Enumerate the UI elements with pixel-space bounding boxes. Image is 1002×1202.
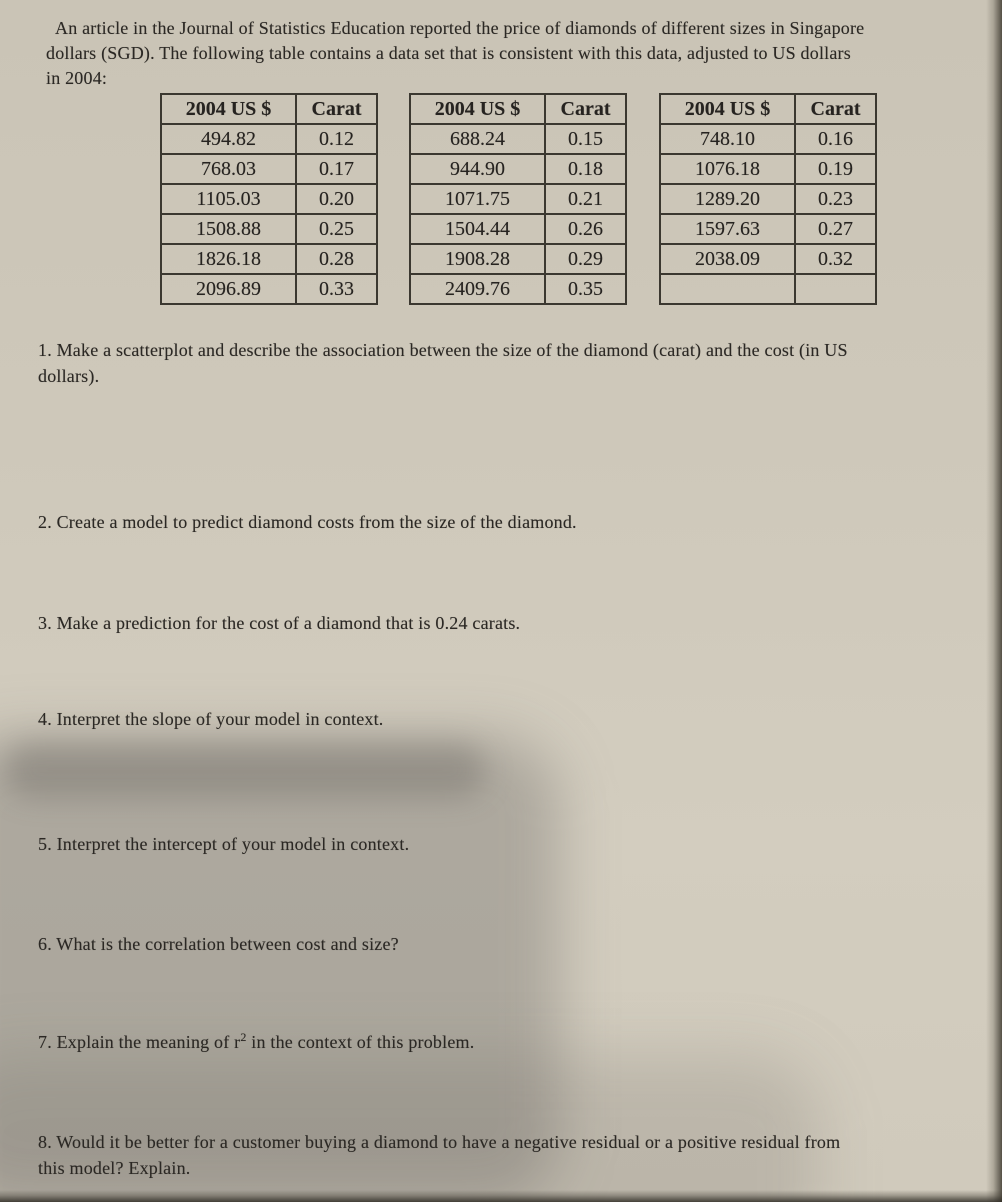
intro-line: dollars (SGD). The following table contains a data set that is consistent with this data, adjusted to US dollars <box>46 43 851 63</box>
table-row <box>660 124 876 154</box>
table-cell: 0.20 <box>296 184 377 214</box>
table-row <box>161 244 377 274</box>
table-cell: 944.90 <box>410 154 545 184</box>
question-text: 2. Create a model to predict diamond costs from the size of the diamond. <box>38 512 577 532</box>
table-header-row <box>660 94 876 124</box>
table-row <box>660 154 876 184</box>
table-header-cell: 2004 US $ <box>410 94 545 124</box>
table-header-cell: Carat <box>545 94 626 124</box>
table-cell: 1504.44 <box>410 214 545 244</box>
question-6 <box>38 931 988 957</box>
table-row <box>161 214 377 244</box>
question-3 <box>38 610 988 636</box>
question-text: 4. Interpret the slope of your model in context. <box>38 709 384 729</box>
table-cell: 1597.63 <box>660 214 795 244</box>
table-cell: 0.32 <box>795 244 876 274</box>
diamond-price-table-1 <box>160 93 378 305</box>
photo-shadow-dark-band <box>5 742 485 797</box>
table-row <box>660 244 876 274</box>
question-1 <box>38 337 988 389</box>
table-cell: 2409.76 <box>410 274 545 304</box>
diamond-price-table-2 <box>409 93 627 305</box>
table-cell: 768.03 <box>161 154 296 184</box>
table-cell: 1071.75 <box>410 184 545 214</box>
question-text: this model? Explain. <box>38 1158 191 1178</box>
table-header-row <box>410 94 626 124</box>
intro-line: An article in the Journal of Statistics Education reported the price of diamonds of different sizes in Singapore <box>55 18 865 38</box>
table-cell: 2038.09 <box>660 244 795 274</box>
question-5 <box>38 831 988 857</box>
photo-bottom-edge <box>0 1190 1002 1202</box>
table-row <box>161 124 377 154</box>
table-cell: 0.28 <box>296 244 377 274</box>
table-row <box>410 214 626 244</box>
table-cell: 1826.18 <box>161 244 296 274</box>
photo-right-edge <box>986 0 1002 1202</box>
intro-paragraph <box>46 16 992 91</box>
table-header-cell: Carat <box>795 94 876 124</box>
r-squared-superscript: 2 <box>240 1030 247 1044</box>
table-row <box>161 274 377 304</box>
table-cell <box>660 274 795 304</box>
question-text: dollars). <box>38 366 100 386</box>
table-row <box>410 184 626 214</box>
table-cell: 688.24 <box>410 124 545 154</box>
question-4 <box>38 706 988 732</box>
table-row <box>161 184 377 214</box>
table-cell: 0.12 <box>296 124 377 154</box>
table-cell: 0.21 <box>545 184 626 214</box>
table-cell: 1508.88 <box>161 214 296 244</box>
table-cell: 1105.03 <box>161 184 296 214</box>
table-cell: 0.23 <box>795 184 876 214</box>
table-header-cell: 2004 US $ <box>660 94 795 124</box>
question-2 <box>38 509 988 535</box>
table-row <box>410 124 626 154</box>
diamond-price-table-3 <box>659 93 877 305</box>
table-cell: 0.35 <box>545 274 626 304</box>
intro-line: in 2004: <box>46 68 108 88</box>
table-row <box>660 214 876 244</box>
table-cell: 0.27 <box>795 214 876 244</box>
table-cell: 0.18 <box>545 154 626 184</box>
table-row <box>161 154 377 184</box>
table-header-row <box>161 94 377 124</box>
table-row <box>410 274 626 304</box>
table-row <box>410 154 626 184</box>
table-cell: 0.17 <box>296 154 377 184</box>
table-cell: 0.33 <box>296 274 377 304</box>
table-header-cell: Carat <box>296 94 377 124</box>
table-row <box>410 244 626 274</box>
table-cell: 1908.28 <box>410 244 545 274</box>
table-row <box>660 184 876 214</box>
question-text-post: in the context of this problem. <box>246 1032 475 1052</box>
table-cell: 748.10 <box>660 124 795 154</box>
table-header-cell: 2004 US $ <box>161 94 296 124</box>
table-cell: 1289.20 <box>660 184 795 214</box>
question-text: 5. Interpret the intercept of your model in context. <box>38 834 410 854</box>
question-7 <box>38 1029 988 1055</box>
table-cell: 0.25 <box>296 214 377 244</box>
table-row <box>660 274 876 304</box>
table-cell <box>795 274 876 304</box>
table-cell: 1076.18 <box>660 154 795 184</box>
table-cell: 0.16 <box>795 124 876 154</box>
table-cell: 2096.89 <box>161 274 296 304</box>
question-text: 8. Would it be better for a customer buying a diamond to have a negative residual or a positive residual from <box>38 1132 841 1152</box>
table-cell: 494.82 <box>161 124 296 154</box>
question-text: 6. What is the correlation between cost and size? <box>38 934 399 954</box>
question-text <box>38 1029 988 1055</box>
table-cell: 0.15 <box>545 124 626 154</box>
table-cell: 0.26 <box>545 214 626 244</box>
table-cell: 0.19 <box>795 154 876 184</box>
question-text: 1. Make a scatterplot and describe the association between the size of the diamond (carat) and the cost (in US <box>38 340 848 360</box>
question-text: 3. Make a prediction for the cost of a diamond that is 0.24 carats. <box>38 613 521 633</box>
question-text-pre: 7. Explain the meaning of r <box>38 1032 241 1052</box>
question-8 <box>38 1129 988 1181</box>
table-cell: 0.29 <box>545 244 626 274</box>
